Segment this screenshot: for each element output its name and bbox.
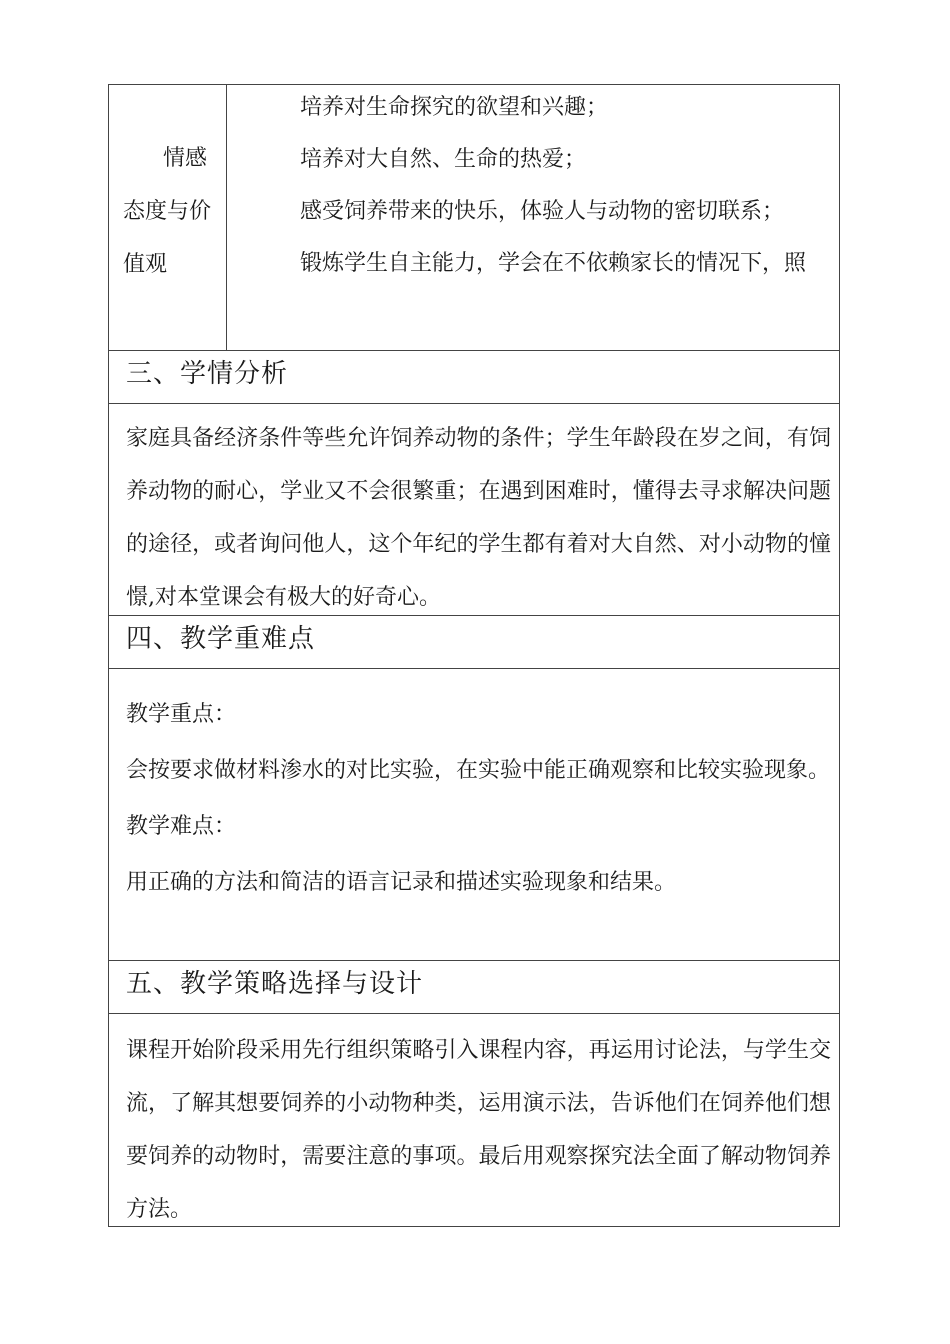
emotion-attitude-row — [109, 85, 839, 351]
strategy-text: 课程开始阶段采用先行组织策略引入课程内容，再运用讨论法，与学生交流，了解其想要饲养的小动物种类，运用演示法，告诉他们在饲养他们想要饲养的动物时，需要注意的事项。最后用观察探究法全面了解动物饲养方法。 — [126, 1038, 831, 1222]
section-heading-row — [109, 961, 839, 1014]
goal-item: 感受饲养带来的快乐，体验人与动物的密切联系； — [300, 199, 785, 224]
section4-heading: 四、教学重难点 — [126, 624, 316, 654]
key-point-label: 教学重点： — [126, 702, 237, 727]
goal-item: 锻炼学生自主能力，学会在不依赖家长的情况下，照 — [300, 251, 807, 276]
lesson-plan-table — [108, 84, 840, 1227]
goal-item: 培养对大自然、生命的热爱； — [300, 147, 587, 172]
section-heading-row — [109, 616, 839, 669]
section3-heading: 三、学情分析 — [126, 359, 289, 389]
difficulty-label: 教学难点： — [126, 814, 237, 839]
key-difficulty-row — [109, 669, 839, 961]
emotion-label-line3: 值观 — [123, 252, 168, 277]
key-point-text: 会按要求做材料渗水的对比实验，在实验中能正确观察和比较实验现象。 — [126, 758, 831, 783]
emotion-goals-cell — [227, 85, 839, 350]
section-heading-row — [109, 351, 839, 404]
emotion-label-line2: 态度与价 — [123, 199, 212, 224]
learner-analysis-row — [109, 404, 839, 616]
difficulty-text: 用正确的方法和简洁的语言记录和描述实验现象和结果。 — [126, 870, 677, 895]
strategy-row — [109, 1014, 839, 1226]
section5-heading: 五、教学策略选择与设计 — [126, 969, 424, 999]
goal-item: 培养对生命探究的欲望和兴趣； — [300, 95, 609, 120]
emotion-label-line1: 情感 — [163, 146, 208, 171]
learner-analysis-text: 家庭具备经济条件等些允许饲养动物的条件；学生年龄段在岁之间，有饲养动物的耐心，学业又不会很繁重；在遇到困难时，懂得去寻求解决问题的途径，或者询问他人，这个年纪的学生都有着对大自然、对小动物的憧憬,对本堂课会有极大的好奇心。 — [126, 426, 831, 610]
emotion-attitude-label-cell — [109, 85, 227, 350]
